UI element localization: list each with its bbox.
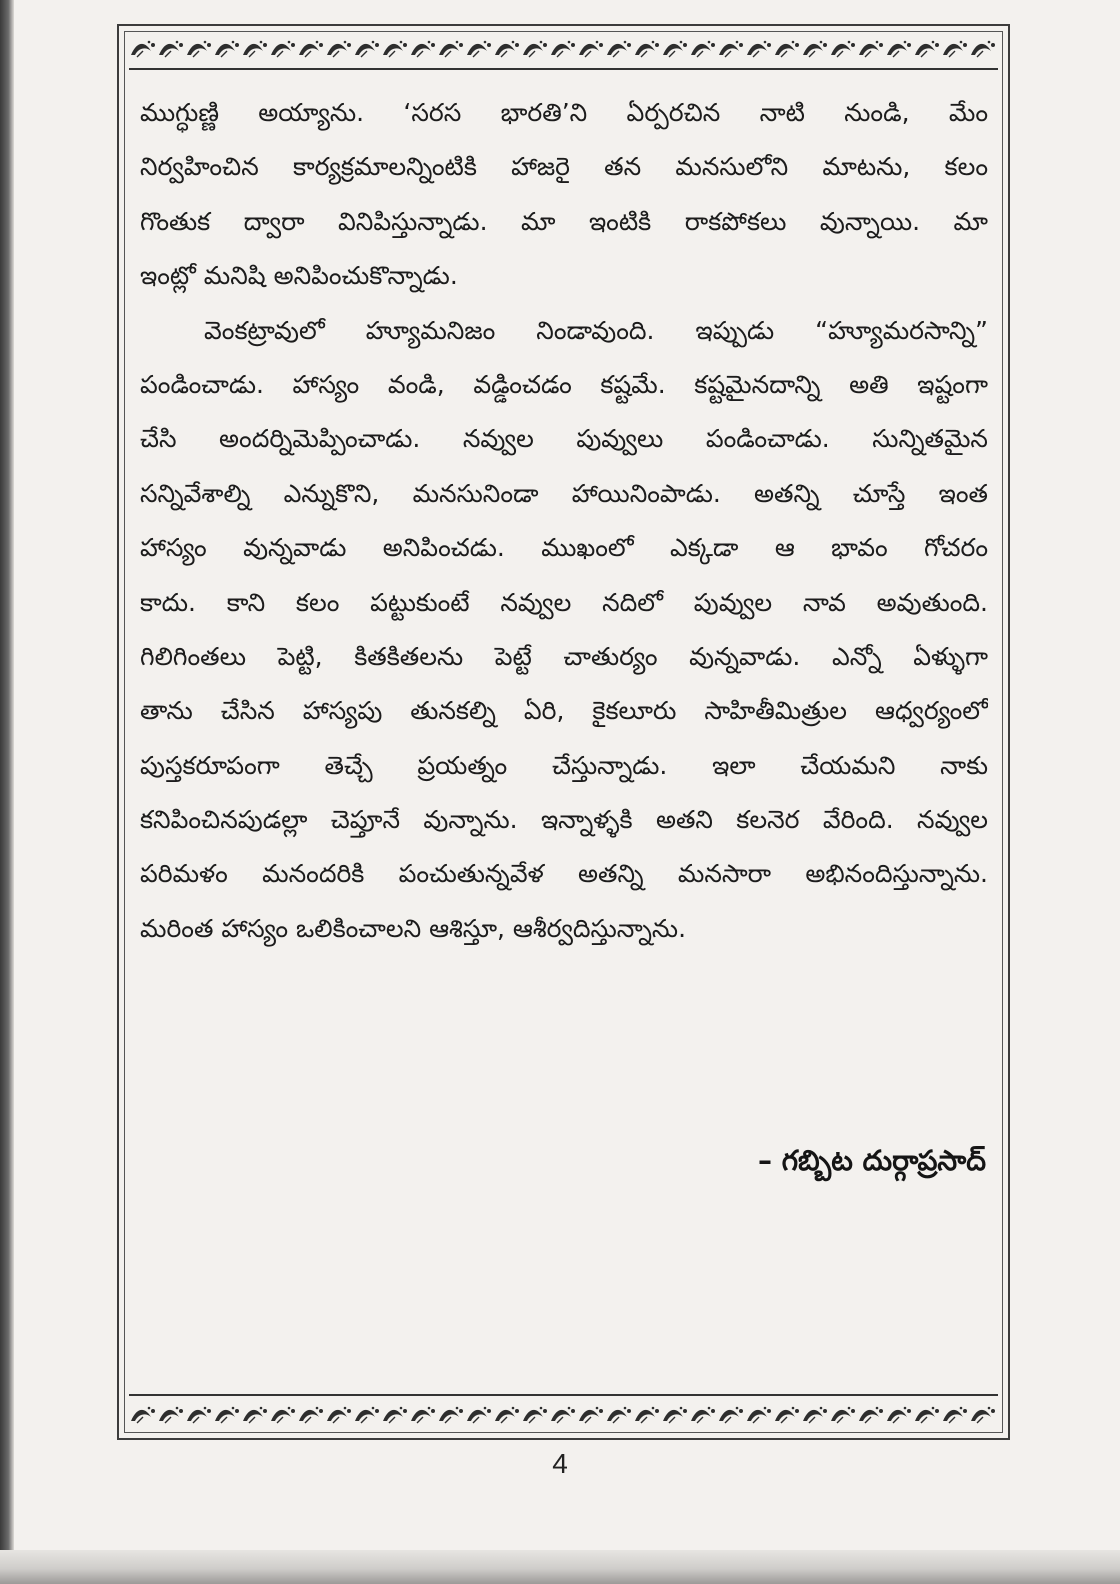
text-line: కనిపించినపుడల్లా చెప్తూనే వున్నాను. ఇన్నాళ్ళకి అతని కలనెర వేరింది. నవ్వుల [140,805,988,835]
bottom-border-rule [129,1394,998,1396]
bottom-ornamental-border [129,1403,998,1427]
text-line: హాస్యం వున్నవాడు అనిపించడు. ముఖంలో ఎక్కడా ఆ భావం గోచరం [140,533,988,563]
text-line: చేసి అందర్నిమెప్పించాడు. నవ్వుల పువ్వులు పండించాడు. సున్నితమైన [140,424,988,454]
text-line: తాను చేసిన హాస్యపు తునకల్ని ఏరి, కైకలూరు సాహితీమిత్రుల ఆధ్వర్యంలో [140,696,988,726]
page-bottom-edge [0,1550,1120,1584]
body-text [140,86,988,956]
text-line: గిలిగింతలు పెట్టి, కితకితలను పెట్టే చాతుర్యం వున్నవాడు. ఎన్నో ఏళ్ళుగా [140,641,988,671]
top-ornamental-border [129,37,998,61]
text-line: గొంతుక ద్వారా వినిపిస్తున్నాడు. మా ఇంటికి రాకపోకలు వున్నాయి. మా [140,206,988,236]
text-line: పరిమళం మనందరికి పంచుతున్నవేళ అతన్ని మనసారా అభినందిస్తున్నాను. [140,859,988,889]
text-line: కాదు. కాని కలం పట్టుకుంటే నవ్వుల నదిలో పువ్వుల నావ అవుతుంది. [140,587,988,617]
page-binding-edge [0,0,14,1584]
author-signature: – గబ్బిట దుర్గాప్రసాద్ [757,1144,986,1177]
text-line: నిర్వహించిన కార్యక్రమాలన్నింటికి హాజరై తన మనసులోని మాటను, కలం [140,152,988,182]
text-line: మరింత హాస్యం ఒలికించాలని ఆశిస్తూ, ఆశీర్వదిస్తున్నాను. [140,913,687,943]
page-number: 4 [552,1448,568,1479]
text-line: పుస్తకరూపంగా తెచ్చే ప్రయత్నం చేస్తున్నాడు. ఇలా చేయమని నాకు [140,750,988,780]
text-line: పండించాడు. హాస్యం వండి, వడ్డించడం కష్టమే. కష్టమైనదాన్ని అతి ఇష్టంగా [140,369,988,399]
text-line: ఇంట్లో మనిషి అనిపించుకొన్నాడు. [140,261,458,291]
top-border-rule [129,68,998,70]
text-line: ముగ్ధుణ్ణి అయ్యాను. ‘సరస భారతి’ని ఏర్పరచిన నాటి నుండి, మేం [140,98,988,127]
text-line: వెంకట్రావులో హ్యూమనిజం నిండావుంది. ఇప్పుడు “హ్యూమరసాన్ని” [204,315,988,345]
text-line: సన్నివేశాల్ని ఎన్నుకొని, మనసునిండా హాయినింపాడు. అతన్ని చూస్తే ఇంత [140,478,988,508]
